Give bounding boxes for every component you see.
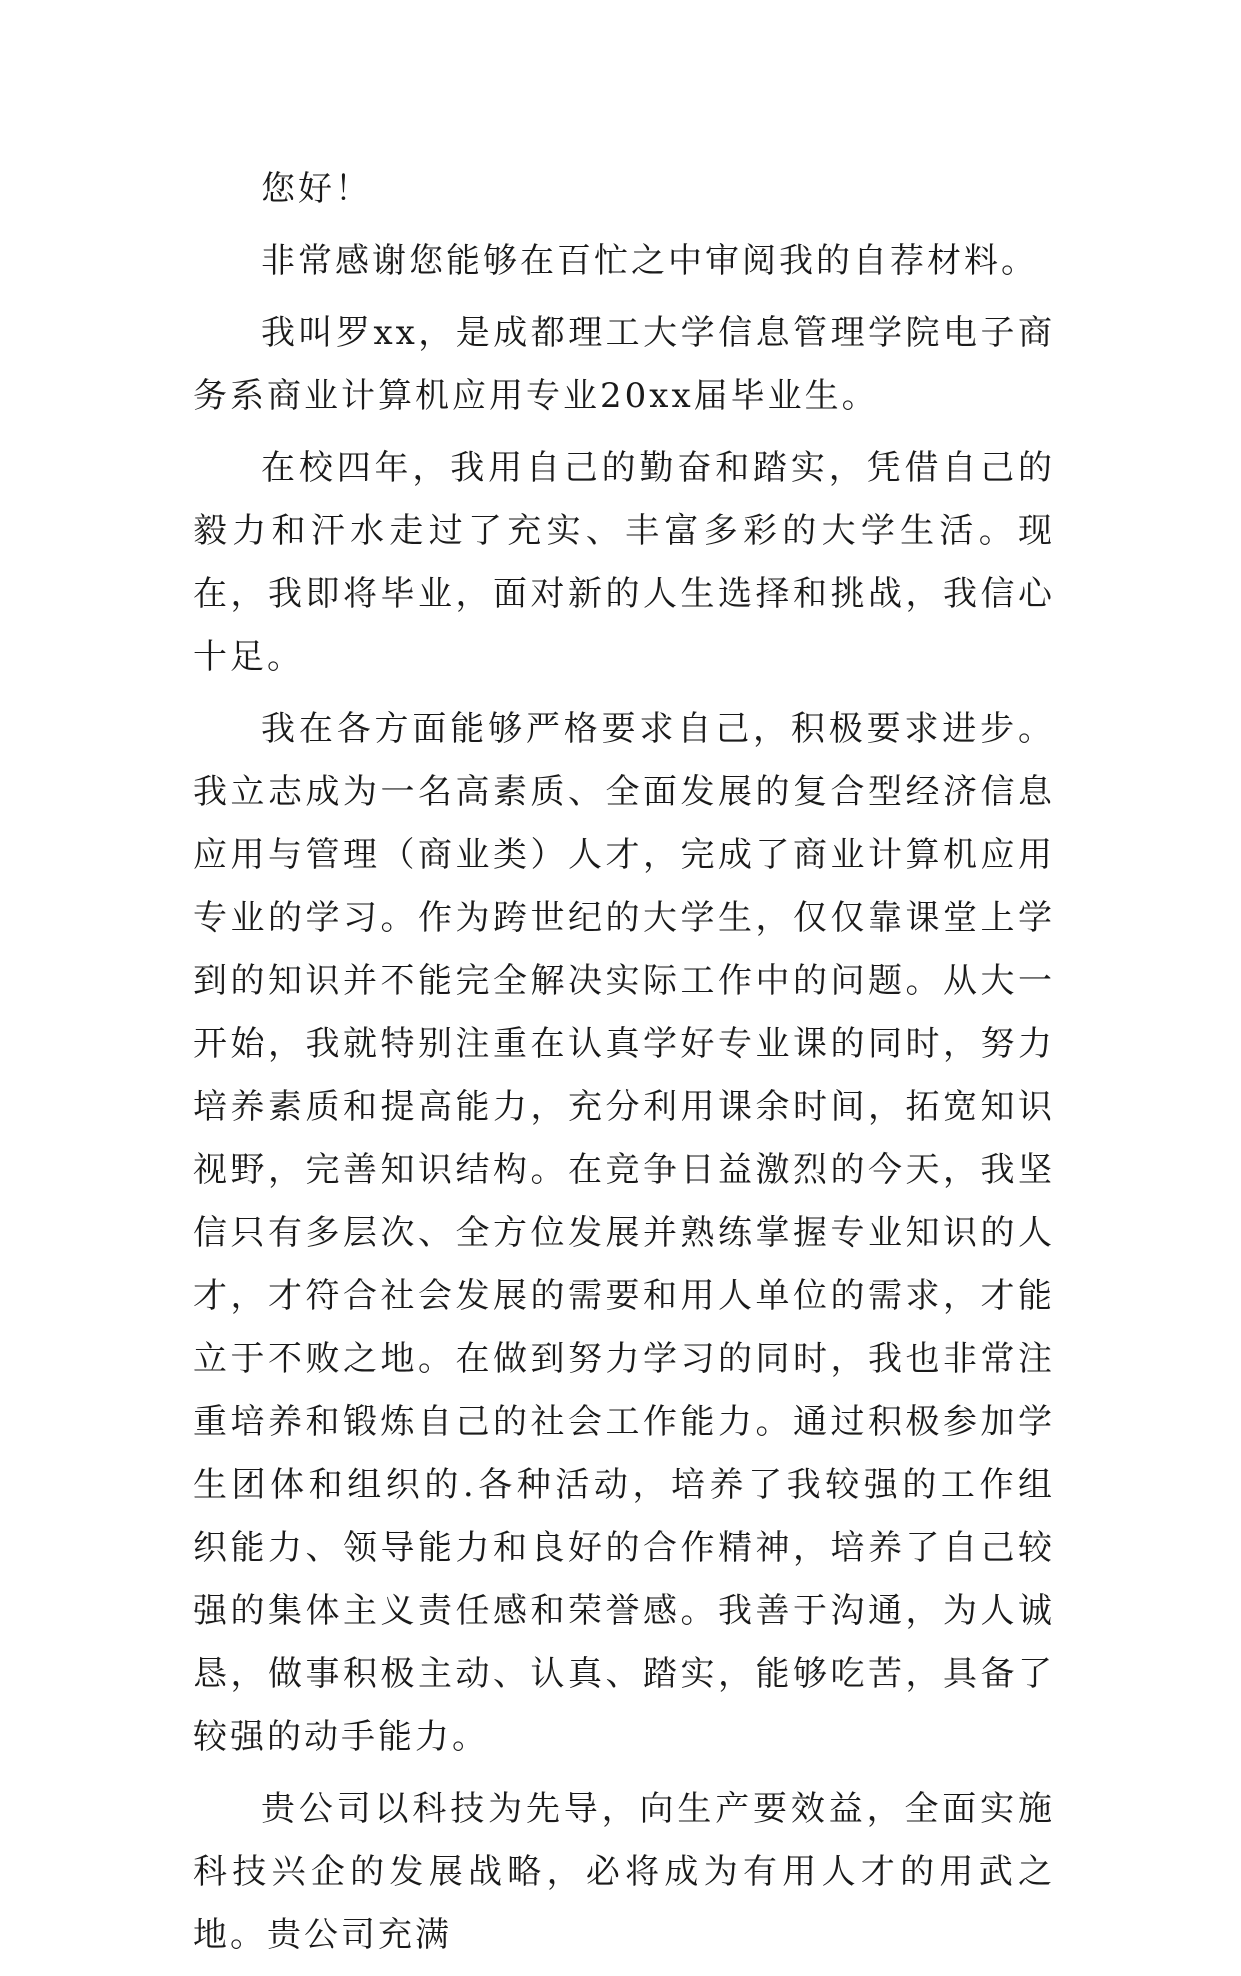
letter-greeting: 您好！ [261,169,372,209]
letter-body [193,158,1055,1976]
paragraph-company: 贵公司以科技为先导，向生产要效益，全面实施科技兴企的发展战略，必将成为有用人才的用武之地。贵公司充满 [193,1789,1055,1955]
paragraph-thanks: 非常感谢您能够在百忙之中审阅我的自荐材料。 [261,241,1038,281]
paragraph-introduction: 我叫罗xx，是成都理工大学信息管理学院电子商务系商业计算机应用专业20xx届毕业生。 [193,313,1055,416]
paragraph-university-life: 在校四年，我用自己的勤奋和踏实，凭借自己的毅力和汗水走过了充实、丰富多彩的大学生活。现在，我即将毕业，面对新的人生选择和挑战，我信心十足。 [193,448,1055,677]
paragraph-abilities: 我在各方面能够严格要求自己，积极要求进步。我立志成为一名高素质、全面发展的复合型经济信息应用与管理（商业类）人才，完成了商业计算机应用专业的学习。作为跨世纪的大学生，仅仅靠课堂上学到的知识并不能完全解决实际工作中的问题。从大一开始，我就特别注重在认真学好专业课的同时，努力培养素质和提高能力，充分利用课余时间，拓宽知识视野，完善知识结构。在竞争日益激烈的今天，我坚信只有多层次、全方位发展并熟练掌握专业知识的人才，才符合社会发展的需要和用人单位的需求，才能立于不败之地。在做到努力学习的同时，我也非常注重培养和锻炼自己的社会工作能力。通过积极参加学生团体和组织的.各种活动，培养了我较强的工作组织能力、领导能力和良好的合作精神，培养了自己较强的集体主义责任感和荣誉感。我善于沟通，为人诚恳，做事积极主动、认真、踏实，能够吃苦，具备了较强的动手能力。 [193,709,1055,1757]
